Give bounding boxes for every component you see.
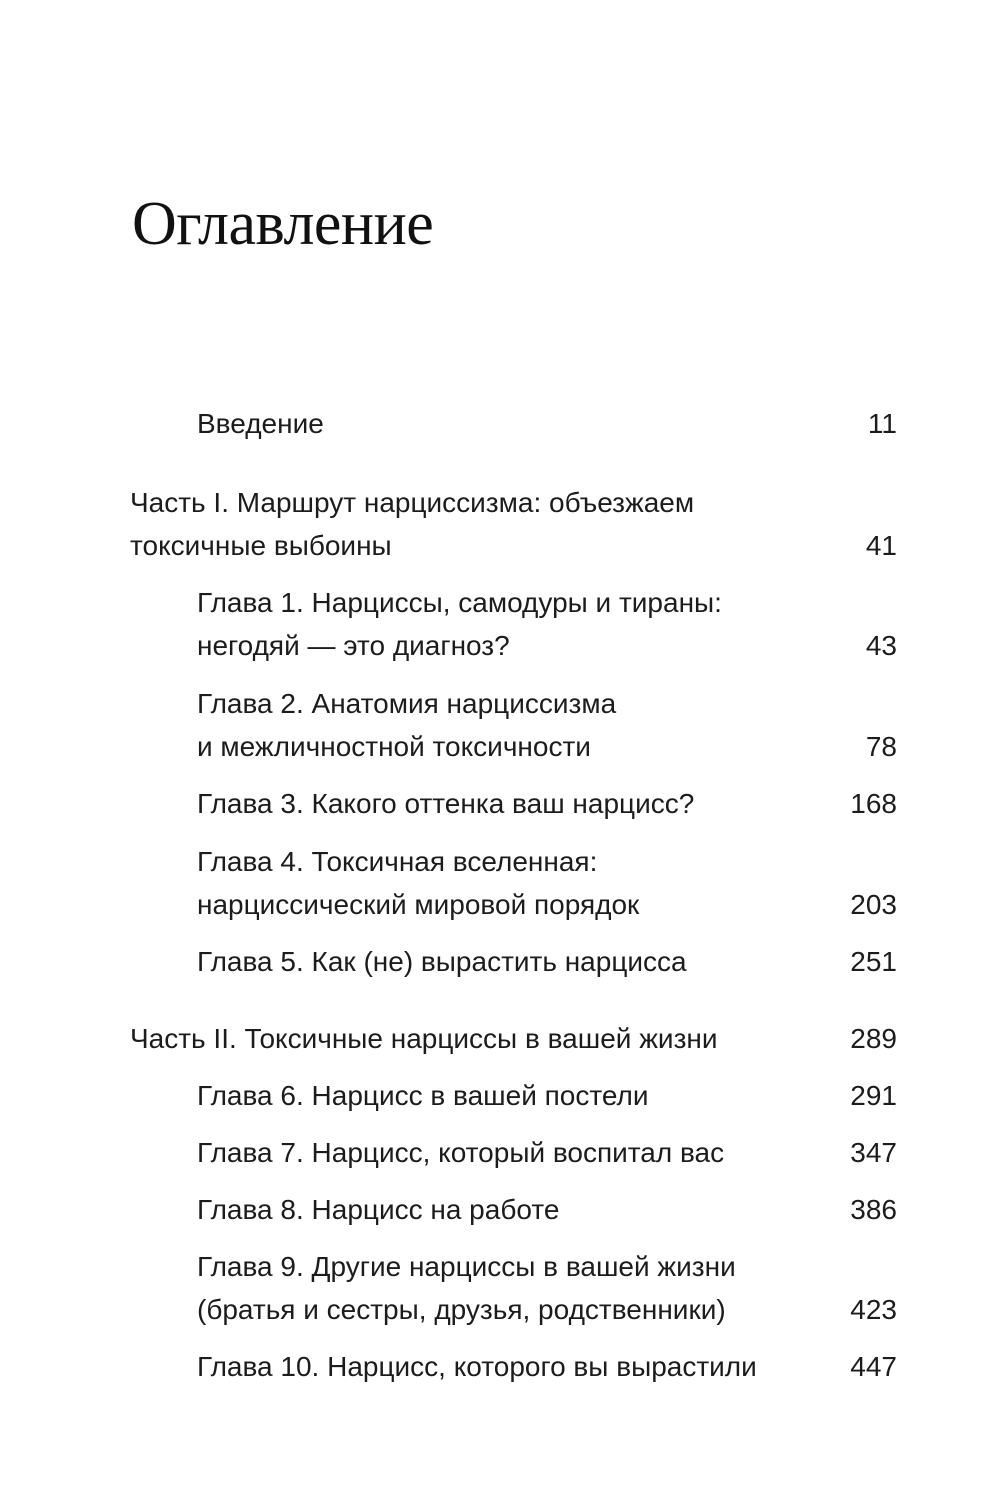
toc-entry-title: Глава 2. Анатомия нарциссизма [197,688,617,719]
toc-page-number: 289 [850,1023,897,1054]
toc-entry-chapter-5[interactable] [197,940,687,983]
toc-entry-title: Глава 7. Нарцисс, который воспитал вас [197,1137,725,1168]
toc-page-number: 78 [865,731,897,762]
toc-page-number: 41 [865,530,897,561]
toc-entry-title: Глава 10. Нарцисс, которого вы вырастили [197,1351,757,1382]
toc-entry-title: Глава 6. Нарцисс в вашей постели [197,1080,649,1111]
toc-entry-part-1[interactable] [130,481,694,567]
toc-entry-title: Глава 9. Другие нарциссы в вашей жизни [197,1251,736,1282]
toc-entry-chapter-3[interactable] [197,782,694,825]
toc-page-number: 386 [850,1194,897,1225]
toc-page-number: 203 [850,889,897,920]
toc-entry-title: Глава 3. Какого оттенка ваш нарцисс? [197,788,695,819]
toc-entry-part-2[interactable] [130,1017,718,1060]
toc-entry-title-continued: негодяй — это диагноз? [197,630,510,661]
toc-entry-chapter-6[interactable] [197,1074,648,1117]
toc-entry-title-continued: нарциссический мировой порядок [197,889,640,920]
toc-entry-chapter-7[interactable] [197,1131,724,1174]
toc-entry-chapter-8[interactable] [197,1188,559,1231]
toc-page-number: 251 [850,946,897,977]
toc-page-number: 447 [850,1351,897,1382]
toc-entry-chapter-2[interactable] [197,682,616,768]
toc-entry-chapter-9[interactable] [197,1245,736,1331]
toc-entry-chapter-1[interactable] [197,581,722,667]
toc-page-number: 168 [850,788,897,819]
toc-entry-title: Глава 4. Токсичная вселенная: [197,846,598,877]
toc-entry-chapter-10[interactable] [197,1345,757,1388]
toc-entry-title-continued: токсичные выбоины [130,530,392,561]
toc-entry-title: Глава 1. Нарциссы, самодуры и тираны: [197,587,722,618]
toc-entry-title-continued: и межличностной токсичности [197,731,591,762]
toc-entry-introduction[interactable] [197,402,324,445]
toc-entry-chapter-4[interactable] [197,840,639,926]
toc-page-number: 347 [850,1137,897,1168]
toc-page-number: 11 [867,408,897,439]
toc-entry-title: Глава 5. Как (не) вырастить нарцисса [197,946,687,977]
toc-entry-title: Введение [197,408,324,439]
toc-entry-title-continued: (братья и сестры, друзья, родственники) [197,1294,726,1325]
toc-entry-title: Часть II. Токсичные нарциссы в вашей жизни [130,1023,718,1054]
toc-entry-title: Глава 8. Нарцисс на работе [197,1194,560,1225]
toc-page-number: 43 [865,630,897,661]
toc-page-number: 291 [850,1080,897,1111]
page-title: Оглавление [132,190,434,258]
toc-entry-title: Часть I. Маршрут нарциссизма: объезжаем [130,487,695,518]
toc-page-number: 423 [850,1294,897,1325]
